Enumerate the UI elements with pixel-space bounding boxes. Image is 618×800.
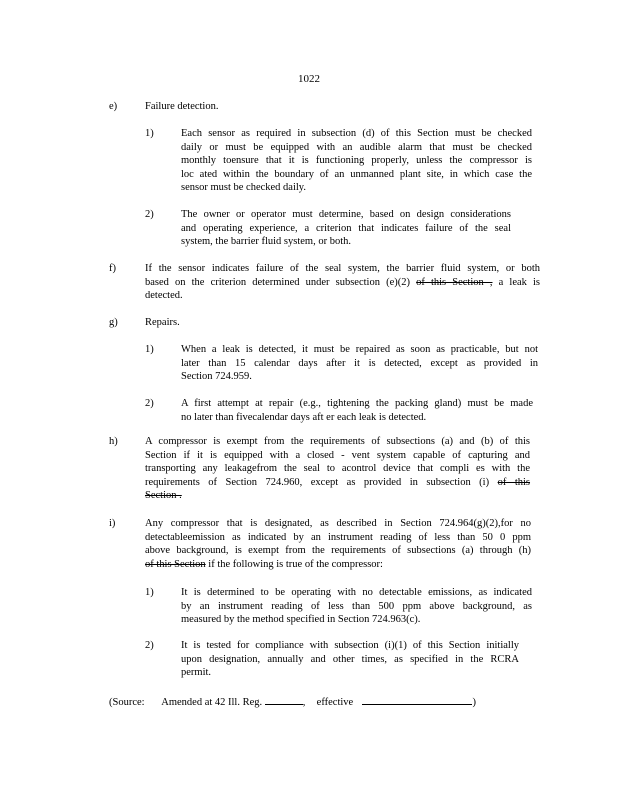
source-effective: effective (316, 697, 354, 708)
page-number: 1022 (298, 73, 320, 85)
source-amended: Amended at 42 Ill. Reg. (161, 697, 263, 708)
subsection-e2-text: The owner or operator must determine, based on design considerations and operating experience, a criterion that indicates failure of the seal system, the barrier fluid system, or both. (181, 209, 511, 247)
subsection-i1-text: It is determined to be operating with no detectable emissions, as indicated by an instrument reading of less than 500 ppm above background, as measured by the method specified in Section 724.963(c). (181, 587, 532, 625)
subsection-e1-label: 1) (145, 128, 154, 139)
struck-text: Section . (145, 490, 182, 501)
source-prefix: (Source: (109, 697, 145, 708)
subsection-i1-label: 1) (145, 587, 154, 598)
subsection-g-heading: Repairs. (145, 317, 180, 328)
subsection-g2-text: A first attempt at repair (e.g., tightening the packing gland) must be made no later than fivecalendar days aft er each leak is detected. (181, 398, 533, 423)
struck-text: of this Section (145, 558, 206, 570)
struck-text: of this Section , (416, 276, 493, 288)
source-note: (Source: Amended at 42 Ill. Reg. , effective ) (109, 694, 476, 708)
effective-date-blank (362, 694, 472, 705)
subsection-f-text: If the sensor indicates failure of the seal system, the barrier fluid system, or both based on the criterion determined under subsection (e)(2) of this Section , a leak is detected. (145, 263, 541, 301)
subsection-i-text: Any compressor that is designated, as described in Section 724.964(g)(2),for no detectableemission as indicated by an instrument reading of less than 50 0 ppm above background, is exempt from the requirements of subsections (a) through (h) of this Section if the following is true of the compressor: (145, 518, 531, 570)
subsection-h-label: h) (109, 436, 118, 447)
subsection-i2-text: It is tested for compliance with subsection (i)(1) of this Section initially upon designation, annually and other times, as specified in the RCRA permit. (181, 640, 519, 678)
subsection-g-label: g) (109, 317, 118, 328)
subsection-e1-text: Each sensor as required in subsection (d) of this Section must be checked daily or must be equipped with an audible alarm that must be checked monthly toensure that it is functioning properly, unless the compressor is loc ated within the boundary of an unmanned plant site, in which case the sensor must be checked daily. (181, 128, 532, 193)
subsection-g2-label: 2) (145, 398, 154, 409)
struck-text: of this (497, 476, 531, 488)
reg-blank (265, 694, 303, 705)
subsection-e-label: e) (109, 101, 118, 112)
subsection-i-label: i) (109, 518, 116, 529)
subsection-g1-label: 1) (145, 344, 154, 355)
subsection-e-heading: Failure detection. (145, 101, 219, 112)
subsection-g1-text: When a leak is detected, it must be repaired as soon as practicable, but not later than 15 calendar days after it is detected, except as provided in Section 724.959. (181, 344, 538, 382)
subsection-e2-label: 2) (145, 209, 154, 220)
subsection-h-text: A compressor is exempt from the requirements of subsections (a) and (b) of this Section if it is equipped with a closed - vent system capable of capturing and transporting any leakagefrom the seal to acontrol device that compli es with the requirements of Section 724.960, except as provided in subsection (i) of this Section . (145, 436, 531, 501)
subsection-f-label: f) (109, 263, 116, 274)
subsection-i2-label: 2) (145, 640, 154, 651)
